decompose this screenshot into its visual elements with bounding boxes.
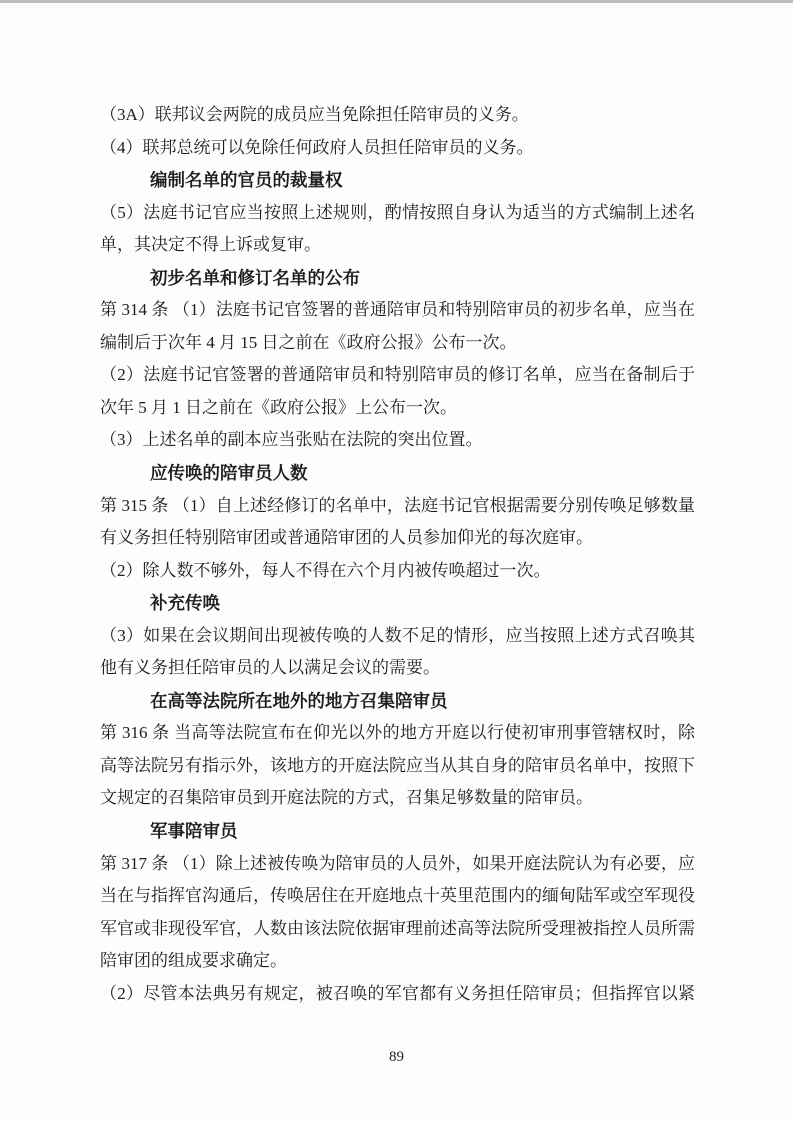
- text-line: （3A）联邦议会两院的成员应当免除担任陪审员的义务。: [100, 105, 529, 124]
- text-line: 文规定的召集陪审员到开庭法院的方式，召集足够数量的陪审员。: [100, 788, 593, 808]
- text-line: 军官或非现役军官，人数由该法院依据审理前述高等法院所受理被指控人员所需: [100, 918, 695, 938]
- text-line: 次年 5 月 1 日之前在《政府公报》上公布一次。: [100, 397, 457, 417]
- text-line: 他有义务担任陪审员的人以满足会议的需要。: [100, 658, 440, 678]
- text-line: 编制后于次年 4 月 15 日之前在《政府公报》公布一次。: [100, 332, 517, 352]
- text-line: （4）联邦总统可以免除任何政府人员担任陪审员的义务。: [100, 137, 534, 157]
- section-heading: 补充传唤: [150, 593, 220, 614]
- section-heading: 编制名单的官员的裁量权: [150, 170, 343, 191]
- scan-edge-artifact: [0, 0, 793, 3]
- text-line: 第 314 条 （1）法庭书记官签署的普通陪审员和特别陪审员的初步名单，应当在: [100, 300, 695, 320]
- text-line: 第 317 条 （1）除上述被传唤为陪审员的人员外，如果开庭法院认为有必要，应: [100, 853, 695, 873]
- section-heading: 军事陪审员: [150, 821, 238, 842]
- text-line: （3）上述名单的副本应当张贴在法院的突出位置。: [100, 430, 483, 450]
- text-line: 单，其决定不得上诉或复审。: [100, 235, 321, 255]
- page-number: 89: [389, 1049, 404, 1065]
- text-line: （5）法庭书记官应当按照上述规则，酌情按照自身认为适当的方式编制上述名: [100, 202, 695, 222]
- text-line: 当在与指挥官沟通后，传唤居住在开庭地点十英里范围内的缅甸陆军或空军现役: [100, 886, 695, 906]
- text-line: （2）法庭书记官签署的普通陪审员和特别陪审员的修订名单，应当在备制后于: [100, 365, 695, 385]
- text-line: 有义务担任特别陪审团或普通陪审团的人员参加仰光的每次庭审。: [100, 528, 593, 548]
- text-line: 高等法院另有指示外，该地方的开庭法院应当从其自身的陪审员名单中，按照下: [100, 755, 695, 775]
- text-line: 第 315 条 （1）自上述经修订的名单中，法庭书记官根据需要分别传唤足够数量: [100, 495, 695, 515]
- text-line: 陪审团的组成要求确定。: [100, 951, 287, 971]
- section-heading: 应传唤的陪审员人数: [150, 463, 308, 484]
- text-line: （3）如果在会议期间出现被传唤的人数不足的情形，应当按照上述方式召唤其: [100, 625, 695, 645]
- text-line: （2）除人数不够外，每人不得在六个月内被传唤超过一次。: [100, 560, 551, 580]
- section-heading: 初步名单和修订名单的公布: [150, 267, 360, 288]
- text-block: [100, 99, 695, 1010]
- text-line: （2）尽管本法典另有规定，被召唤的军官都有义务担任陪审员；但指挥官以紧: [100, 983, 695, 1003]
- text-line: 第 316 条 当高等法院宣布在仰光以外的地方开庭以行使初审刑事管辖权时，除: [100, 723, 695, 743]
- section-heading: 在高等法院所在地外的地方召集陪审员: [150, 690, 448, 711]
